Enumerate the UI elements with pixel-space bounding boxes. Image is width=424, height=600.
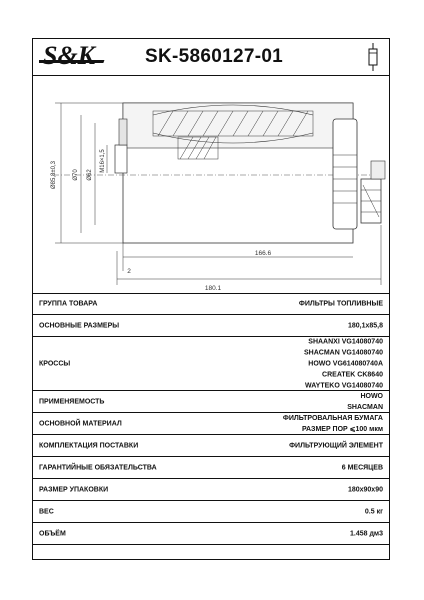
dim-total-length: 180.1	[204, 285, 222, 292]
spec-label: ВЕС	[39, 508, 54, 515]
dim-outer-diameter: Ø85,8±0,3	[51, 161, 57, 189]
brand-logo	[39, 42, 119, 72]
spec-value	[365, 506, 383, 517]
spec-row	[33, 457, 389, 479]
spec-value-line: РАЗМЕР ПОР ⩽100 мкм	[301, 425, 383, 433]
spec-label: КРОССЫ	[39, 360, 71, 367]
fuel-filter-icon	[367, 43, 379, 71]
spec-label: ГАРАНТИЙНЫЕ ОБЯЗАТЕЛЬСТВА	[39, 464, 157, 471]
spec-row	[33, 479, 389, 501]
spec-value-line: 6 МЕСЯЦЕВ	[341, 464, 383, 471]
spec-value-line: ФИЛЬТРУЮЩИЙ ЭЛЕМЕНТ	[289, 442, 383, 449]
spec-row	[33, 315, 389, 337]
spec-value-line: ФИЛЬТРЫ ТОПЛИВНЫЕ	[298, 300, 383, 307]
spec-label: ГРУППА ТОВАРА	[39, 300, 98, 307]
spec-row	[33, 523, 389, 545]
spec-value-line: 1.458 дм3	[350, 530, 383, 537]
spec-label: ОБЪЁМ	[39, 530, 66, 537]
spec-label: РАЗМЕР УПАКОВКИ	[39, 486, 109, 493]
spec-row	[33, 391, 389, 413]
spec-row	[33, 435, 389, 457]
dim-diameter-70: Ø70	[73, 169, 79, 181]
spec-value-line: SHAANXI VG14080740	[308, 338, 383, 345]
spec-value-line: 180x90x90	[347, 486, 383, 493]
spec-value	[304, 336, 383, 391]
spec-row	[33, 413, 389, 435]
spec-value-line: 180,1x85,8	[347, 322, 383, 329]
dim-diameter-62: Ø62	[87, 169, 93, 181]
spec-value	[350, 528, 383, 539]
spec-value-line: ФИЛЬТРОВАЛЬНАЯ БУМАГА	[282, 414, 383, 422]
spec-label: ПРИМЕНЯЕМОСТЬ	[39, 398, 105, 405]
technical-drawing	[33, 75, 389, 294]
spec-row	[33, 337, 389, 391]
dim-offset: 2	[127, 268, 131, 275]
product-sheet	[32, 38, 390, 560]
spec-value	[348, 320, 383, 331]
spec-value-line: WAYTEKO VG14080740	[305, 382, 383, 389]
spec-label: ОСНОВНОЙ МАТЕРИАЛ	[39, 420, 122, 427]
spec-value	[347, 391, 383, 413]
spec-value-line: HOWO VG614080740A	[308, 360, 383, 367]
spec-value-line: 0.5 кг	[364, 508, 383, 515]
filter-cross-section	[33, 75, 391, 293]
spec-row	[33, 501, 389, 523]
dim-body-length: 166.6	[254, 250, 272, 257]
spec-value	[348, 484, 383, 495]
spec-value-line: SHACMAN VG14080740	[304, 349, 383, 356]
part-number-title: SK-5860127-01	[145, 46, 284, 67]
spec-label: КОМПЛЕКТАЦИЯ ПОСТАВКИ	[39, 442, 139, 449]
spec-label: ОСНОВНЫЕ РАЗМЕРЫ	[39, 322, 120, 329]
dim-thread: M16×1,5	[100, 149, 106, 173]
spec-value-line: SHACMAN	[347, 403, 383, 411]
spec-row	[33, 293, 389, 315]
spec-value-line: CREATEK CK8640	[322, 371, 383, 378]
spec-value	[299, 298, 383, 309]
spec-value	[289, 440, 383, 451]
spec-value-line: HOWO	[360, 392, 383, 400]
sheet-header	[33, 39, 389, 76]
spec-row	[33, 545, 389, 565]
spec-value	[342, 462, 383, 473]
specs-table	[33, 293, 389, 565]
brand-logo-text: S&K	[43, 42, 96, 70]
spec-value	[283, 413, 383, 435]
